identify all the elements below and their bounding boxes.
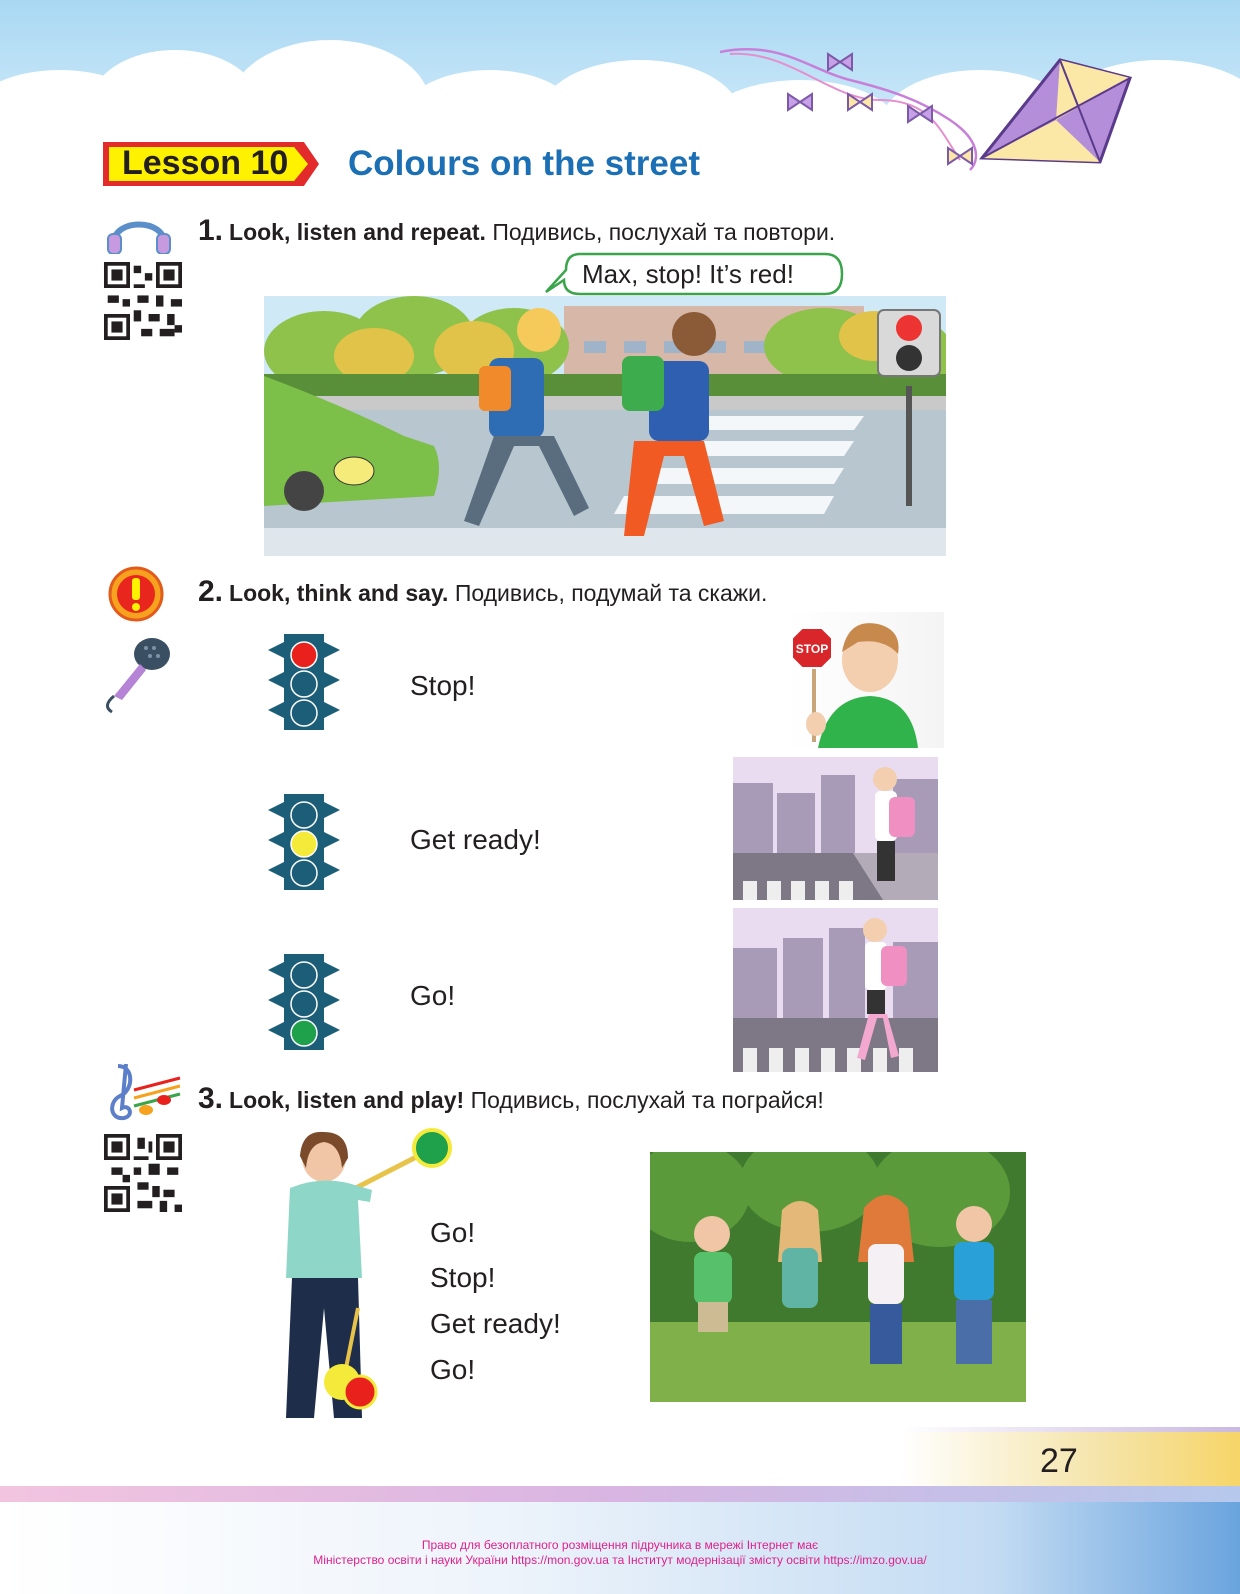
headphones-icon: [104, 210, 174, 254]
photo-children-running: [650, 1152, 1026, 1402]
traffic-light-green: [266, 950, 342, 1054]
speech-text: Max, stop! It’s red!: [582, 259, 794, 289]
exclamation-icon: [108, 566, 164, 622]
qr-code[interactable]: [104, 262, 182, 340]
lesson-number: Lesson 10: [122, 144, 289, 182]
footer-line-2: Міністерство освіти і науки України https://mon.gov.ua та Інститут модернізації змісту освіти https://imzo.gov.ua/: [313, 1553, 927, 1567]
chant-line-2: Stop!: [430, 1262, 496, 1293]
lesson-title: Colours on the street: [348, 144, 700, 183]
photo-girl-get-ready: [733, 757, 938, 900]
task1-heading: 1. Look, listen and repeat. Подивись, послухай та повтори.: [198, 214, 836, 247]
kite-icon: [720, 40, 1140, 180]
traffic-light-yellow: [266, 790, 342, 894]
task3-heading: 3. Look, listen and play! Подивись, послухай та пограйся!: [198, 1082, 824, 1115]
phrase-go: Go!: [410, 980, 456, 1011]
footer-line-1: Право для безоплатного розміщення підручника в мережі Інтернет має: [421, 1538, 819, 1552]
task2-heading: 2. Look, think and say. Подивись, подумай та скажи.: [198, 575, 768, 608]
photo-woman-signal-paddles: [262, 1128, 456, 1418]
stop-sign-text: STOP: [795, 642, 829, 656]
qr-code[interactable]: [104, 1134, 182, 1212]
chant-line-4: Go!: [430, 1354, 476, 1385]
photo-boy-stop-sign: [788, 612, 944, 748]
chant-line-1: Go!: [430, 1217, 476, 1248]
photo-girl-go: [733, 908, 938, 1072]
music-notes-icon: [104, 1060, 182, 1130]
bottom-band: [0, 1486, 1240, 1502]
chant-line-3: Get ready!: [430, 1308, 561, 1339]
street-scene-illustration: [264, 296, 946, 556]
phrase-stop: Stop!: [410, 670, 476, 701]
microphone-icon: [102, 634, 172, 714]
page-number: 27: [1040, 1442, 1078, 1480]
phrase-get-ready: Get ready!: [410, 824, 541, 855]
traffic-light-red: [266, 630, 342, 734]
